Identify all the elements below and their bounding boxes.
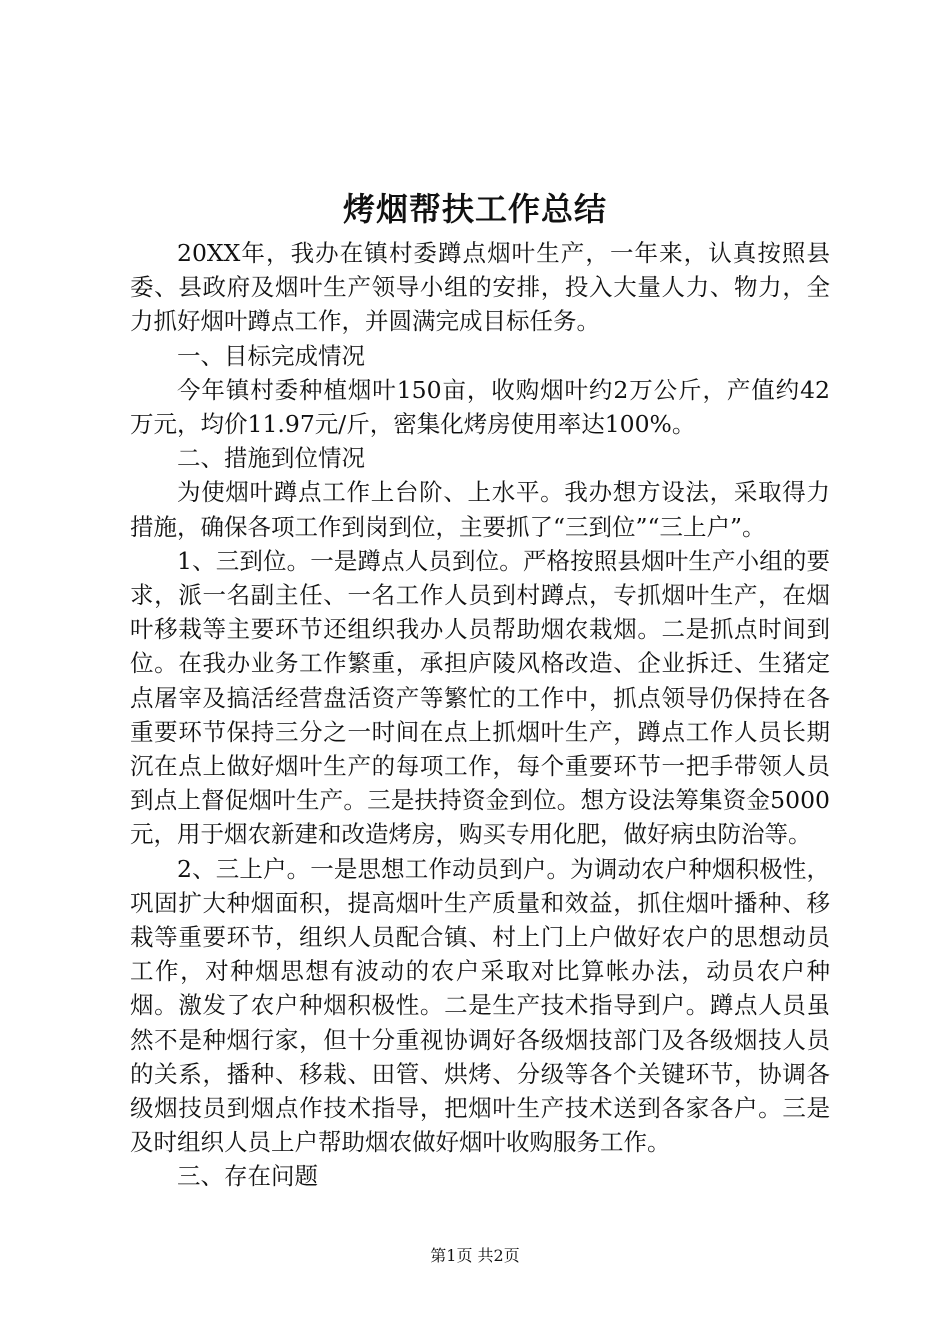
section-heading-problems: 三、存在问题	[177, 1162, 318, 1191]
paragraph-measures: 为使烟叶蹲点工作上台阶、上水平。我办想方设法，采取得力措施，确保各项工作到岗到位，主要抓了“三到位”“三上户”。	[130, 478, 830, 541]
section-heading-measures: 二、措施到位情况	[177, 444, 365, 473]
document-body	[130, 236, 830, 1194]
paragraph-three-in-place: 1、三到位。一是蹲点人员到位。严格按照县烟叶生产小组的要求，派一名副主任、一名工作人员到村蹲点，专抓烟叶生产，在烟叶移栽等主要环节还组织我办人员帮助烟农栽烟。二是抓点时间到位。在我办业务工作繁重，承担庐陵风格改造、企业拆迁、生猪定点屠宰及搞活经营盘活资产等繁忙的工作中，抓点领导仍保持在各重要环节保持三分之一时间在点上抓烟叶生产，蹲点工作人员长期沉在点上做好烟叶生产的每项工作，每个重要环节一把手带领人员到点上督促烟叶生产。三是扶持资金到位。想方设法筹集资金5000元，用于烟农新建和改造烤房，购买专用化肥，做好病虫防治等。	[130, 546, 830, 849]
document-title: 烤烟帮扶工作总结	[342, 190, 607, 228]
paragraph-targets: 今年镇村委种植烟叶150亩，收购烟叶约2万公斤，产值约42万元，均价11.97元/斤，密集化烤房使用率达100%。	[130, 375, 830, 439]
paragraph-three-households: 2、三上户。一是思想工作动员到户。为调动农户种烟积极性，巩固扩大种烟面积，提高烟叶生产质量和效益，抓住烟叶播种、移栽等重要环节，组织人员配合镇、村上门上户做好农户的思想动员工作，对种烟思想有波动的农户采取对比算帐办法，动员农户种烟。激发了农户种烟积极性。二是生产技术指导到户。蹲点人员虽然不是种烟行家，但十分重视协调好各级烟技部门及各级烟技人员的关系，播种、移栽、田管、烘烤、分级等各个关键环节，协调各级烟技员到烟点作技术指导，把烟叶生产技术送到各家各户。三是及时组织人员上户帮助烟农做好烟叶收购服务工作。	[130, 854, 830, 1157]
section-heading-targets: 一、目标完成情况	[177, 341, 365, 370]
page-footer: 第1页 共2页	[430, 1246, 520, 1265]
paragraph-intro: 20XX年，我办在镇村委蹲点烟叶生产，一年来，认真按照县委、县政府及烟叶生产领导小组的安排，投入大量人力、物力，全力抓好烟叶蹲点工作，并圆满完成目标任务。	[130, 239, 830, 336]
